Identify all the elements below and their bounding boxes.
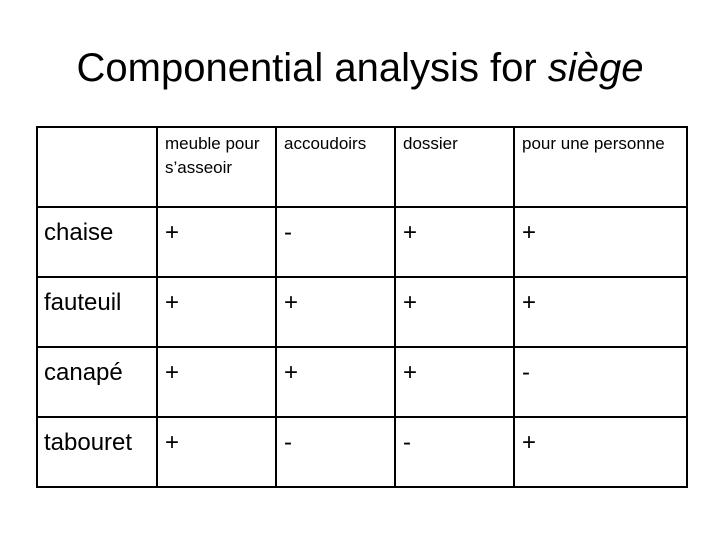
feature-value: - (276, 417, 395, 487)
table-row-canape (37, 347, 687, 417)
table-row-fauteuil (37, 277, 687, 347)
table-row-tabouret (37, 417, 687, 487)
row-label: canapé (37, 347, 157, 417)
column-header-accoudoirs: accoudoirs (276, 127, 395, 207)
feature-value: - (276, 207, 395, 277)
column-header-dossier: dossier (395, 127, 514, 207)
feature-value: + (157, 347, 276, 417)
feature-value: + (395, 207, 514, 277)
column-header-meuble: meuble pour s’asseoir (157, 127, 276, 207)
row-label: fauteuil (37, 277, 157, 347)
feature-value: + (276, 347, 395, 417)
table-row-chaise (37, 207, 687, 277)
feature-value: + (395, 347, 514, 417)
corner-cell (37, 127, 157, 207)
feature-value: + (514, 207, 687, 277)
feature-value: + (157, 207, 276, 277)
feature-value: + (395, 277, 514, 347)
column-header-pour-une-personne: pour une personne (514, 127, 687, 207)
row-label: tabouret (37, 417, 157, 487)
header-row (37, 127, 687, 207)
feature-value: + (157, 277, 276, 347)
feature-value: + (157, 417, 276, 487)
title-emphasis: siège (547, 46, 644, 90)
feature-value: + (514, 277, 687, 347)
feature-value: - (514, 347, 687, 417)
componential-analysis-table (36, 126, 688, 488)
page-title (0, 40, 720, 96)
row-label: chaise (37, 207, 157, 277)
feature-value: + (276, 277, 395, 347)
title-text: Componential analysis for (76, 46, 548, 90)
feature-value: - (395, 417, 514, 487)
feature-value: + (514, 417, 687, 487)
